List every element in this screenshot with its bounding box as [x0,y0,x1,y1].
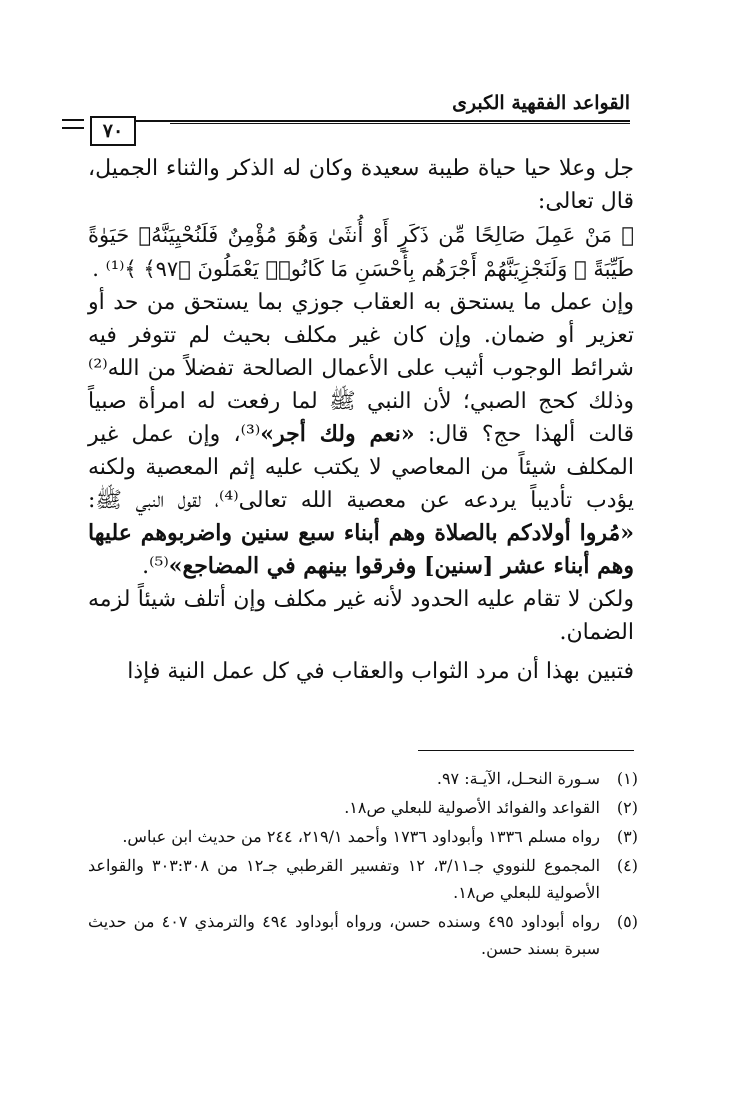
footnote-3 [88,823,638,850]
paragraph-2-part-a: وإن عمل ما يستحق به العقاب جوزي بما يستحق من حد أو تعزير أو ضمان. وإن كان غير مكلف بحيث لم تتوفر فيه شرائط الوجوب أثيب على الأعمال الصالحة تفضلاً من الله⁽²⁾ وذلك كحج الصبي؛ لأن النبي ﷺ لما رفعت له امرأة صبياً قالت ألهذا حج؟ قال: [88,290,634,447]
footnote-text: سـورة النحـل، الآيـة: ٩٧. [436,769,600,788]
running-title: القواعد الفقهية الكبرى [452,92,630,114]
page-number: ٧٠ [90,116,136,146]
paragraph-1: جل وعلا حيا حياة طيبة سعيدة وكان له الذكر والثناء الجميل، قال تعالى: [88,156,634,214]
footnote-text: رواه مسلم ١٣٣٦ وأبوداود ١٧٣٦ وأحمد ٢١٩/١، ٢٤٤ من حديث ابن عباس. [122,827,600,846]
paragraph-2-part-c: ⁽⁵⁾. [142,554,169,579]
header-rule [90,120,630,122]
footnote-2 [88,794,638,821]
footnote-number: (١) [616,769,638,788]
footnote-text: القواعد والفوائد الأصولية للبعلي ص١٨. [344,798,600,817]
paragraph-2-part-b: ⁽³⁾، وإن عمل غير المكلف شيئاً من المعاصي لا يكتب عليه إثم المعصية ولكنه يؤدب تأديباً يردعه عن معصية الله تعالى⁽⁴⁾، لقول النبي ﷺ: [88,422,634,513]
footnotes [88,765,638,964]
footnote-5 [88,908,638,962]
paragraph-3: ولكن لا تقام عليه الحدود لأنه غير مكلف وإن أتلف شيئاً لزمه الضمان. [88,587,634,645]
footnote-number: (٤) [616,856,638,875]
footnote-number: (٥) [616,912,638,931]
main-text [88,152,634,688]
footnote-number: (٣) [616,827,638,846]
paragraph-4: فتبين بهذا أن مرد الثواب والعقاب في كل عمل النية فإذا [127,659,634,684]
footnote-text: المجموع للنووي جـ٣/١١، ١٢ وتفسير القرطبي جـ١٢ من ٣٠٣:٣٠٨ والقواعد الأصولية للبعلي ص١٨. [88,856,601,902]
footnote-1 [88,765,638,792]
hadith-quote-1: «نعم ولك أجر» [260,421,415,447]
page-header [90,92,630,152]
footnote-4 [88,852,638,906]
footnote-separator [418,750,634,751]
hadith-quote-2: «مُروا أولادكم بالصلاة وهم أبناء سبع سنين واضربوهم عليها وهم أبناء عشر [سنين] وفرقوا بينهم في المضاجع» [88,520,634,579]
header-rule-thin [170,123,630,124]
footnote-text: رواه أبوداود ٤٩٥ وسنده حسن، ورواه أبوداود ٤٩٤ والترمذي ٤٠٧ من حديث سبرة بسند حسن. [88,912,600,958]
paragraph-2 [88,286,634,583]
quran-verse: ﴿ مَنْ عَمِلَ صَالِحًا مِّن ذَكَرٍ أَوْ أُنثَىٰ وَهُوَ مُؤْمِنٌ فَلَنُحْيِيَنَّهُۥ حَيَوٰةً طَيِّبَةً ۖ وَلَنَجْزِيَنَّهُمْ أَجْرَهُم بِأَحْسَنِ مَا كَانُوا۟ يَعْمَلُونَ ﴿٩٧﴾ ﴾⁽¹⁾ . [88,223,634,281]
footnote-number: (٢) [616,798,638,817]
page-number-ornament [62,119,84,135]
